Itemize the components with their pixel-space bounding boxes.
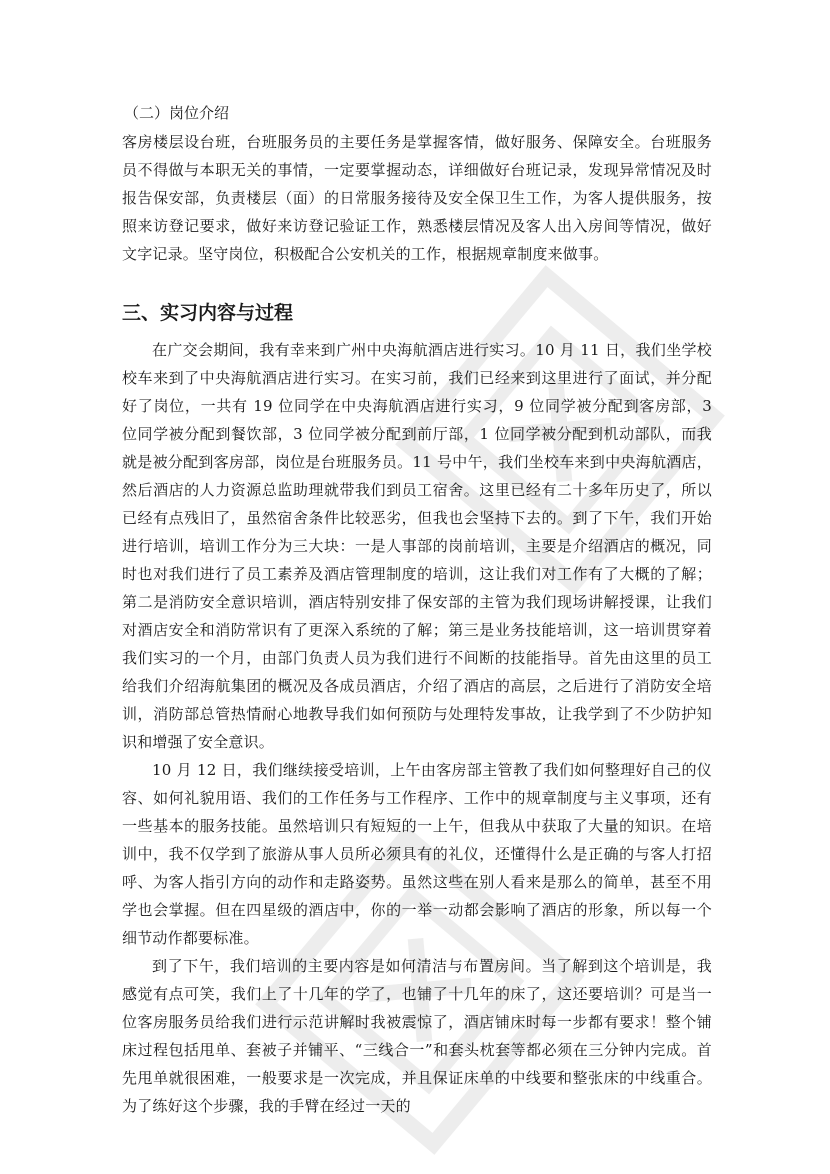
internship-paragraph-3: 到了下午，我们培训的主要内容是如何清洁与布置房间。当了解到这个培训是，我感觉有点可笑，我们上了十几年的学了，也铺了十几年的床了，这还要培训？可是当一位客房服务员给我们进行示范讲解时我被震惊了，酒店铺床时每一步都有要求！整个铺床过程包括甩单、套被子并铺平、“三线合一”和套头枕套等都必须在三分钟内完成。首先甩单就很困难，一般要求是一次完成，并且保证床单的中线要和整张床的中线重合。为了练好这个步骤，我的手臂在经过一天的 bbox=[122, 957, 712, 1115]
internship-paragraph-2: 10 月 12 日，我们继续接受培训，上午由客房部主管教了我们如何整理好自己的仪容、如何礼貌用语、我们的工作任务与工作程序、工作中的规章制度与主义事项，还有一些基本的服务技能。虽然培训只有短短的一上午，但我从中获取了大量的知识。在培训中，我不仅学到了旅游从事人员所必须具有的礼仪，还懂得什么是正确的与客人打招呼、为客人指引方向的动作和走路姿势。虽然这些在别人看来是那么的简单，甚至不用学也会掌握。但在四星级的酒店中，你的一举一动都会影响了酒店的形象，所以每一个细节动作都要标准。 bbox=[122, 761, 712, 947]
job-description-paragraph: 客房楼层设台班，台班服务员的主要任务是掌握客情，做好服务、保障安全。台班服务员不得做与本职无关的事情，一定要掌握动态，详细做好台班记录，发现异常情况及时报告保安部，负责楼层（面）的日常服务接待及安全保卫生工作，为客人提供服务，按照来访登记要求，做好来访登记验证工作，熟悉楼层情况及客人出入房间等情况，做好文字记录。坚守岗位，积极配合公安机关的工作，根据规章制度来做事。 bbox=[122, 133, 712, 263]
subsection-heading: （二）岗位介绍 bbox=[124, 104, 230, 122]
document-body bbox=[122, 98, 712, 1120]
internship-paragraph-1: 在广交会期间，我有幸来到广州中央海航酒店进行实习。10 月 11 日，我们坐学校校车来到了中央海航酒店进行实习。在实习前，我们已经来到这里进行了面试，并分配好了岗位，一共有 19 位同学在中央海航酒店进行实习，9 位同学被分配到客房部，3 位同学被分配到餐饮部，3 位同学被分配到前厅部，1 位同学被分配到机动部队，而我就是被分配到客房部，岗位是台班服务员。11 号中午，我们坐校车来到中央海航酒店，然后酒店的人力资源总监助理就带我们到员工宿舍。这里已经有二十多年历史了，所以已经有点残旧了，虽然宿舍条件比较恶劣，但我也会坚持下去的。到了下午，我们开始进行培训，培训工作分为三大块：一是人事部的岗前培训，主要是介绍酒店的概况，同时也对我们进行了员工素养及酒店管理制度的培训，这让我们对工作有了大概的了解；第二是消防安全意识培训，酒店特别安排了保安部的主管为我们现场讲解授课，让我们对酒店安全和消防常识有了更深入系统的了解；第三是业务技能培训，这一培训贯穿着我们实习的一个月，由部门负责人员为我们进行不间断的技能指导。首先由这里的员工给我们介绍海航集团的概况及各成员酒店，介绍了酒店的高层，之后进行了消防安全培训，消防部总管热情耐心地教导我们如何预防与处理特发事故，让我学到了不少防护知识和增强了安全意识。 bbox=[122, 341, 712, 751]
section-heading: 三、实习内容与过程 bbox=[122, 302, 294, 324]
